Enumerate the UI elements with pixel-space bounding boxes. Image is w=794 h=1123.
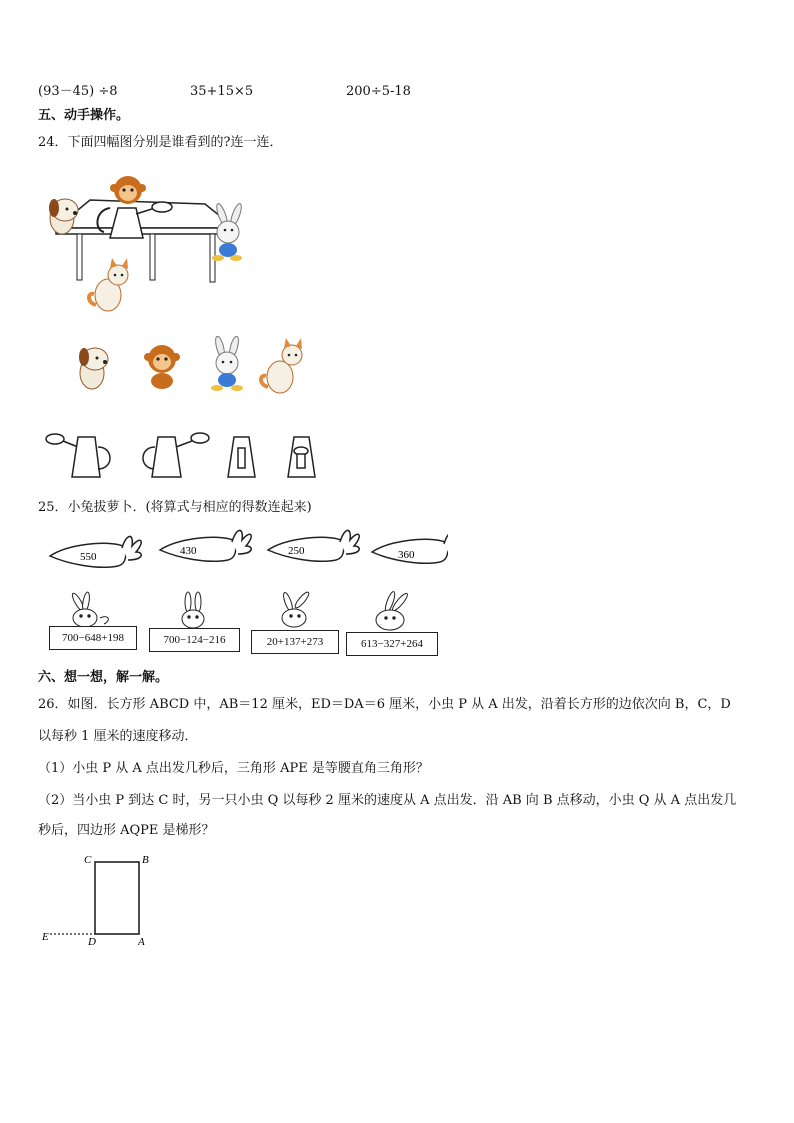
carrot-icon (50, 536, 141, 567)
monkey-icon (110, 176, 146, 204)
watering-can-view-1 (46, 434, 110, 477)
rabbit-expression-box-4: 613−327+264 (346, 632, 438, 656)
rabbit-icon (211, 335, 243, 391)
rabbit-icon (376, 591, 409, 630)
carrot-icon (372, 532, 448, 563)
expression-2: 35+15×5 (190, 84, 254, 99)
rabbit-icon (182, 592, 204, 628)
table-scene-illustration (40, 170, 255, 320)
question-24: 24．下面四幅图分别是谁看到的?连一连． (38, 135, 283, 150)
rabbit-icon (212, 203, 243, 261)
rectangle-figure (38, 852, 168, 952)
expression-3: 200÷5-18 (346, 84, 411, 99)
question-26-sub-2-line-1: （2）当小虫 P 到达 C 时，另一只小虫 Q 以每秒 2 厘米的速度从 A 点出发．沿 AB 向 B 点移动，小虫 Q 从 A 点出发几 (38, 793, 737, 808)
dog-icon (79, 348, 108, 389)
section-6-title: 六、想一想，解一解。 (38, 670, 169, 685)
question-26-line-2: 以每秒 1 厘米的速度移动． (38, 729, 198, 744)
label-B: B (142, 854, 149, 866)
carrot-icon (160, 530, 251, 561)
carrot-value: 360 (398, 549, 415, 561)
question-26-sub-1: （1）小虫 P 从 A 点出发几秒后，三角形 APE 是等腰直角三角形？ (38, 761, 429, 776)
watering-can-view-3 (228, 437, 255, 477)
expression-1: (93－45) ÷8 (38, 84, 118, 99)
rabbit-icon (70, 592, 108, 627)
carrot-value: 550 (80, 551, 97, 563)
rabbit-expression-box-2: 700−124−216 (149, 628, 240, 652)
cat-icon (261, 338, 302, 393)
watering-can-views (40, 425, 340, 483)
watering-can-view-2 (143, 433, 209, 477)
question-25: 25．小兔拔萝卜．(将算式与相应的得数连起来) (38, 500, 312, 515)
carrot-value: 430 (180, 545, 197, 557)
section-5-title: 五、动手操作。 (38, 108, 130, 123)
carrot-value: 250 (288, 545, 305, 557)
watering-can-view-4 (288, 437, 315, 477)
carrot-icon (268, 530, 359, 561)
label-D: D (88, 936, 96, 948)
rabbit-expression-box-3: 20+137+273 (251, 630, 339, 654)
cat-icon (89, 258, 128, 311)
rabbit-expression-box-1: 700−648+198 (49, 626, 137, 650)
question-26-line-1: 26．如图．长方形 ABCD 中，AB＝12 厘米，ED＝DA＝6 厘米，小虫 P 从 A 出发，沿着长方形的边依次向 B，C，D (38, 697, 731, 712)
label-C: C (84, 854, 92, 866)
animals-row (70, 335, 320, 397)
question-26-sub-2-line-2: 秒后，四边形 AQPE 是梯形？ (38, 823, 215, 838)
monkey-icon (144, 345, 180, 389)
label-A: A (138, 936, 145, 948)
label-E: E (42, 931, 49, 943)
rabbit-icon (282, 590, 311, 627)
carrots-row (48, 528, 448, 580)
